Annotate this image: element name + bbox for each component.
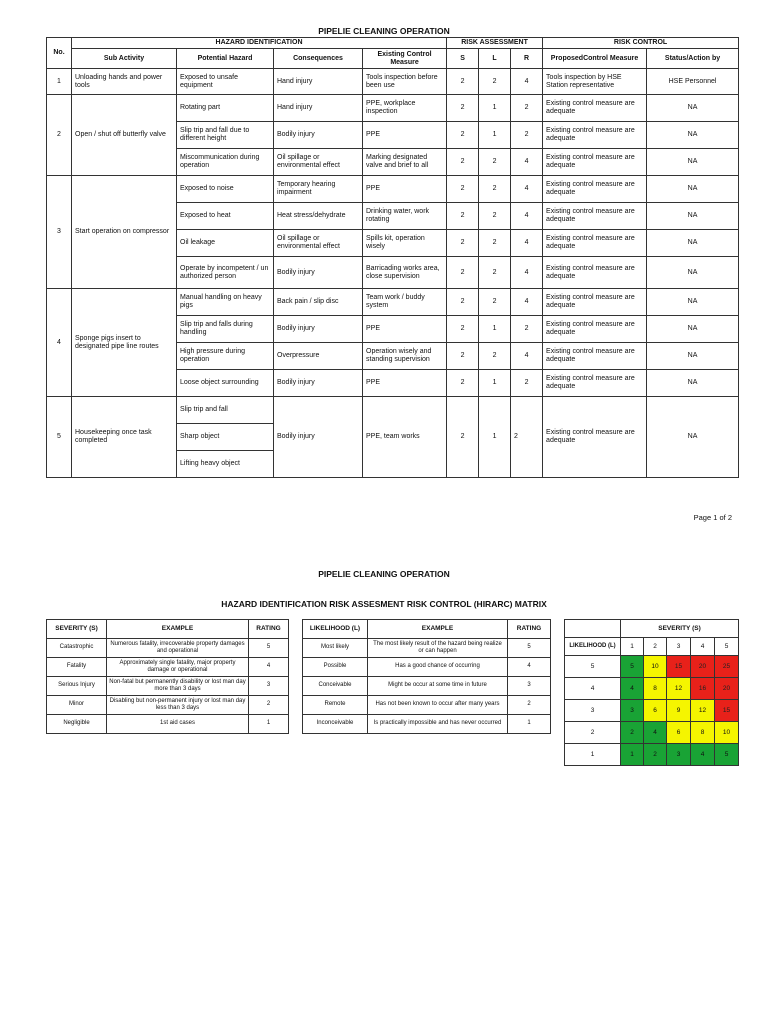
matrix-cell: 12 [667,678,691,700]
proposed-control: Existing control measure are adequate [543,370,647,397]
severity-value: 2 [447,122,479,149]
sub-activity: Housekeeping once task completed [72,397,177,478]
matrix-cell: 3 [621,700,644,722]
potential-hazard: Sharp object [177,424,274,451]
proposed-control: Existing control measure are adequate [543,176,647,203]
existing-control: PPE [363,316,447,343]
matrix-cell: 15 [715,700,739,722]
likelihood-value: 2 [479,289,511,316]
matrix-row [565,700,739,722]
status-action: HSE Personnel [647,69,739,95]
consequence: Hand injury [274,69,363,95]
status-action: NA [647,370,739,397]
likelihood-label: Remote [303,696,368,715]
matrix-cell: 6 [667,722,691,744]
severity-header-example: EXAMPLE [107,620,249,639]
severity-rating: 2 [249,696,289,715]
status-action: NA [647,95,739,122]
sub-activity: Unloading hands and power tools [72,69,177,95]
risk-value: 4 [511,230,543,257]
existing-control: Marking designated valve and brief to all [363,149,447,176]
header-existing-control: Existing Control Measure [363,49,447,69]
severity-example: Disabling but non-permanent injury or lost man day less than 3 days [107,696,249,715]
page-number: Page 1 of 2 [693,513,732,522]
matrix-likelihood-value: 2 [565,722,621,744]
risk-value: 4 [511,203,543,230]
status-action: NA [647,289,739,316]
page2-title: PIPELIE CLEANING OPERATION [318,569,450,579]
existing-control: Tools inspection before been use [363,69,447,95]
status-action: NA [647,397,739,478]
likelihood-label: Most likely [303,639,368,658]
severity-value: 2 [447,316,479,343]
status-action: NA [647,230,739,257]
likelihood-example: Might be occur at some time in future [368,677,508,696]
consequence: Bodily injury [274,397,363,478]
likelihood-table [302,619,551,734]
likelihood-label: Conceivable [303,677,368,696]
table-row [303,696,551,715]
likelihood-rating: 5 [508,639,551,658]
matrix-likelihood-value: 3 [565,700,621,722]
severity-rating: 4 [249,658,289,677]
severity-label: Minor [47,696,107,715]
risk-value: 2 [511,316,543,343]
matrix-severity-value: 5 [715,638,739,656]
sub-activity: Sponge pigs insert to designated pipe line routes [72,289,177,397]
page2-subtitle: HAZARD IDENTIFICATION RISK ASSESMENT RISK CONTROL (HIRARC) MATRIX [221,599,547,609]
likelihood-value: 1 [479,95,511,122]
proposed-control: Existing control measure are adequate [543,230,647,257]
table-row [303,658,551,677]
potential-hazard: Lifting heavy object [177,451,274,478]
table-row [47,677,289,696]
matrix-cell: 1 [621,744,644,766]
potential-hazard: Operate by incompetent / un authorized person [177,257,274,289]
potential-hazard: Slip trip and fall due to different height [177,122,274,149]
matrix-row [565,678,739,700]
existing-control: PPE [363,176,447,203]
severity-value: 2 [447,257,479,289]
risk-value: 4 [511,289,543,316]
potential-hazard: Loose object surrounding [177,370,274,397]
header-consequences: Consequences [274,49,363,69]
likelihood-value: 2 [479,69,511,95]
potential-hazard: High pressure during operation [177,343,274,370]
severity-rating: 3 [249,677,289,696]
potential-hazard: Oil leakage [177,230,274,257]
existing-control: Operation wisely and standing supervision [363,343,447,370]
table-row [47,69,739,95]
matrix-likelihood-header: LIKELIHOOD (L) [565,638,621,656]
status-action: NA [647,203,739,230]
severity-value: 2 [447,149,479,176]
matrix-cell: 5 [621,656,644,678]
table-row [303,715,551,734]
potential-hazard: Manual handling on heavy pigs [177,289,274,316]
severity-value: 2 [447,289,479,316]
likelihood-rating: 2 [508,696,551,715]
matrix-row [565,656,739,678]
matrix-cell: 4 [644,722,667,744]
severity-label: Serious Injury [47,677,107,696]
likelihood-label: Inconceivable [303,715,368,734]
matrix-cell: 4 [691,744,715,766]
risk-value: 2 [511,122,543,149]
potential-hazard: Slip trip and falls during handling [177,316,274,343]
table-row [303,677,551,696]
likelihood-value: 2 [479,343,511,370]
risk-value: 4 [511,343,543,370]
activity-no: 1 [47,69,72,95]
activity-no: 5 [47,397,72,478]
header-r: R [511,49,543,69]
existing-control: PPE, team works [363,397,447,478]
matrix-cell: 12 [691,700,715,722]
matrix-cell: 16 [691,678,715,700]
matrix-cell: 25 [715,656,739,678]
proposed-control: Existing control measure are adequate [543,95,647,122]
table-row [47,289,739,316]
status-action: NA [647,149,739,176]
severity-rating: 1 [249,715,289,734]
severity-value: 2 [447,203,479,230]
potential-hazard: Slip trip and fall [177,397,274,424]
severity-value: 2 [447,69,479,95]
matrix-likelihood-value: 1 [565,744,621,766]
severity-label: Fatality [47,658,107,677]
risk-value: 4 [511,149,543,176]
severity-label: Negligible [47,715,107,734]
status-action: NA [647,257,739,289]
likelihood-example: Has a good chance of occurring [368,658,508,677]
severity-example: Numerous fatality, irrecoverable property damages and operational [107,639,249,658]
matrix-row [565,722,739,744]
existing-control: PPE [363,370,447,397]
table-row [47,397,739,424]
matrix-cell: 6 [644,700,667,722]
severity-value: 2 [447,95,479,122]
header-risk-control: RISK CONTROL [543,38,739,49]
header-proposed-control: ProposedControl Measure [543,49,647,69]
header-hazard-identification: HAZARD IDENTIFICATION [72,38,447,49]
status-action: NA [647,122,739,149]
header-risk-assessment: RISK ASSESSMENT [447,38,543,49]
matrix-likelihood-value: 4 [565,678,621,700]
matrix-severity-value: 1 [621,638,644,656]
likelihood-rating: 4 [508,658,551,677]
likelihood-header-label: LIKELIHOOD (L) [303,620,368,639]
table-row [303,639,551,658]
matrix-severity-value: 3 [667,638,691,656]
matrix-cell: 9 [667,700,691,722]
risk-value: 2 [511,95,543,122]
table-row [47,715,289,734]
severity-header-rating: RATING [249,620,289,639]
table-row [47,176,739,203]
consequence: Hand injury [274,95,363,122]
proposed-control: Existing control measure are adequate [543,343,647,370]
likelihood-value: 1 [479,316,511,343]
proposed-control: Existing control measure are adequate [543,149,647,176]
matrix-cell: 3 [667,744,691,766]
likelihood-value: 1 [479,370,511,397]
header-no: No. [47,38,72,69]
matrix-corner [565,620,621,638]
likelihood-value: 2 [479,257,511,289]
severity-value: 2 [447,176,479,203]
consequence: Bodily injury [274,257,363,289]
severity-label: Catastrophic [47,639,107,658]
potential-hazard: Exposed to noise [177,176,274,203]
table-row [47,658,289,677]
page1-title: PIPELIE CLEANING OPERATION [318,26,450,36]
header-l: L [479,49,511,69]
proposed-control: Existing control measure are adequate [543,316,647,343]
potential-hazard: Miscommunication during operation [177,149,274,176]
likelihood-header-example: EXAMPLE [368,620,508,639]
potential-hazard: Exposed to heat [177,203,274,230]
matrix-cell: 5 [715,744,739,766]
likelihood-header-rating: RATING [508,620,551,639]
matrix-cell: 2 [621,722,644,744]
likelihood-value: 2 [479,176,511,203]
status-action: NA [647,176,739,203]
sub-activity: Start operation on compressor [72,176,177,289]
likelihood-value: 1 [479,122,511,149]
matrix-severity-header: SEVERITY (S) [621,620,739,638]
likelihood-example: The most likely result of the hazard being realize or can happen [368,639,508,658]
consequence: Oil spillage or environmental effect [274,149,363,176]
severity-table [46,619,289,734]
existing-control: PPE, workplace inspection [363,95,447,122]
severity-rating: 5 [249,639,289,658]
status-action: NA [647,316,739,343]
risk-value: 2 [511,370,543,397]
consequence: Temporary hearing impairment [274,176,363,203]
likelihood-value: 2 [479,230,511,257]
matrix-cell: 2 [644,744,667,766]
severity-header-label: SEVERITY (S) [47,620,107,639]
risk-value: 4 [511,69,543,95]
status-action: NA [647,343,739,370]
proposed-control: Existing control measure are adequate [543,122,647,149]
proposed-control: Existing control measure are adequate [543,203,647,230]
consequence: Bodily injury [274,122,363,149]
sub-activity: Open / shut off butterfly valve [72,95,177,176]
activity-no: 2 [47,95,72,176]
risk-value: 2 [511,397,543,478]
table-row [47,696,289,715]
hazard-table [46,37,739,478]
severity-example: 1st aid cases [107,715,249,734]
likelihood-rating: 1 [508,715,551,734]
proposed-control: Existing control measure are adequate [543,289,647,316]
consequence: Oil spillage or environmental effect [274,230,363,257]
activity-no: 3 [47,176,72,289]
severity-value: 2 [447,370,479,397]
matrix-likelihood-value: 5 [565,656,621,678]
header-s: S [447,49,479,69]
matrix-cell: 8 [691,722,715,744]
matrix-cell: 8 [644,678,667,700]
matrix-severity-value: 2 [644,638,667,656]
existing-control: Spills kit, operation wisely [363,230,447,257]
consequence: Back pain / slip disc [274,289,363,316]
risk-value: 4 [511,257,543,289]
proposed-control: Existing control measure are adequate [543,397,647,478]
risk-matrix [564,619,739,766]
risk-value: 4 [511,176,543,203]
existing-control: Team work / buddy system [363,289,447,316]
matrix-cell: 15 [667,656,691,678]
potential-hazard: Exposed to unsafe equipment [177,69,274,95]
existing-control: Drinking water, work rotating [363,203,447,230]
severity-value: 2 [447,397,479,478]
header-status-action: Status/Action by [647,49,739,69]
matrix-row [565,744,739,766]
matrix-cell: 10 [644,656,667,678]
proposed-control: Existing control measure are adequate [543,257,647,289]
consequence: Bodily injury [274,370,363,397]
consequence: Heat stress/dehydrate [274,203,363,230]
likelihood-label: Possible [303,658,368,677]
likelihood-value: 2 [479,149,511,176]
likelihood-rating: 3 [508,677,551,696]
matrix-cell: 20 [691,656,715,678]
activity-no: 4 [47,289,72,397]
matrix-cell: 4 [621,678,644,700]
existing-control: PPE [363,122,447,149]
consequence: Bodily injury [274,316,363,343]
severity-example: Approximately single fatality, major property damage or operational [107,658,249,677]
likelihood-value: 2 [479,203,511,230]
header-potential-hazard: Potential Hazard [177,49,274,69]
severity-example: Non-fatal but permanently disability or lost man day more than 3 days [107,677,249,696]
likelihood-value: 1 [479,397,511,478]
proposed-control: Tools inspection by HSE Station representative [543,69,647,95]
matrix-severity-value: 4 [691,638,715,656]
existing-control: Barricading works area, close supervision [363,257,447,289]
potential-hazard: Rotating part [177,95,274,122]
matrix-cell: 20 [715,678,739,700]
severity-value: 2 [447,230,479,257]
likelihood-example: Has not been known to occur after many years [368,696,508,715]
consequence: Overpressure [274,343,363,370]
header-sub-activity: Sub Activity [72,49,177,69]
table-row [47,639,289,658]
likelihood-example: Is practically impossible and has never occurred [368,715,508,734]
matrix-cell: 10 [715,722,739,744]
severity-value: 2 [447,343,479,370]
table-row [47,95,739,122]
